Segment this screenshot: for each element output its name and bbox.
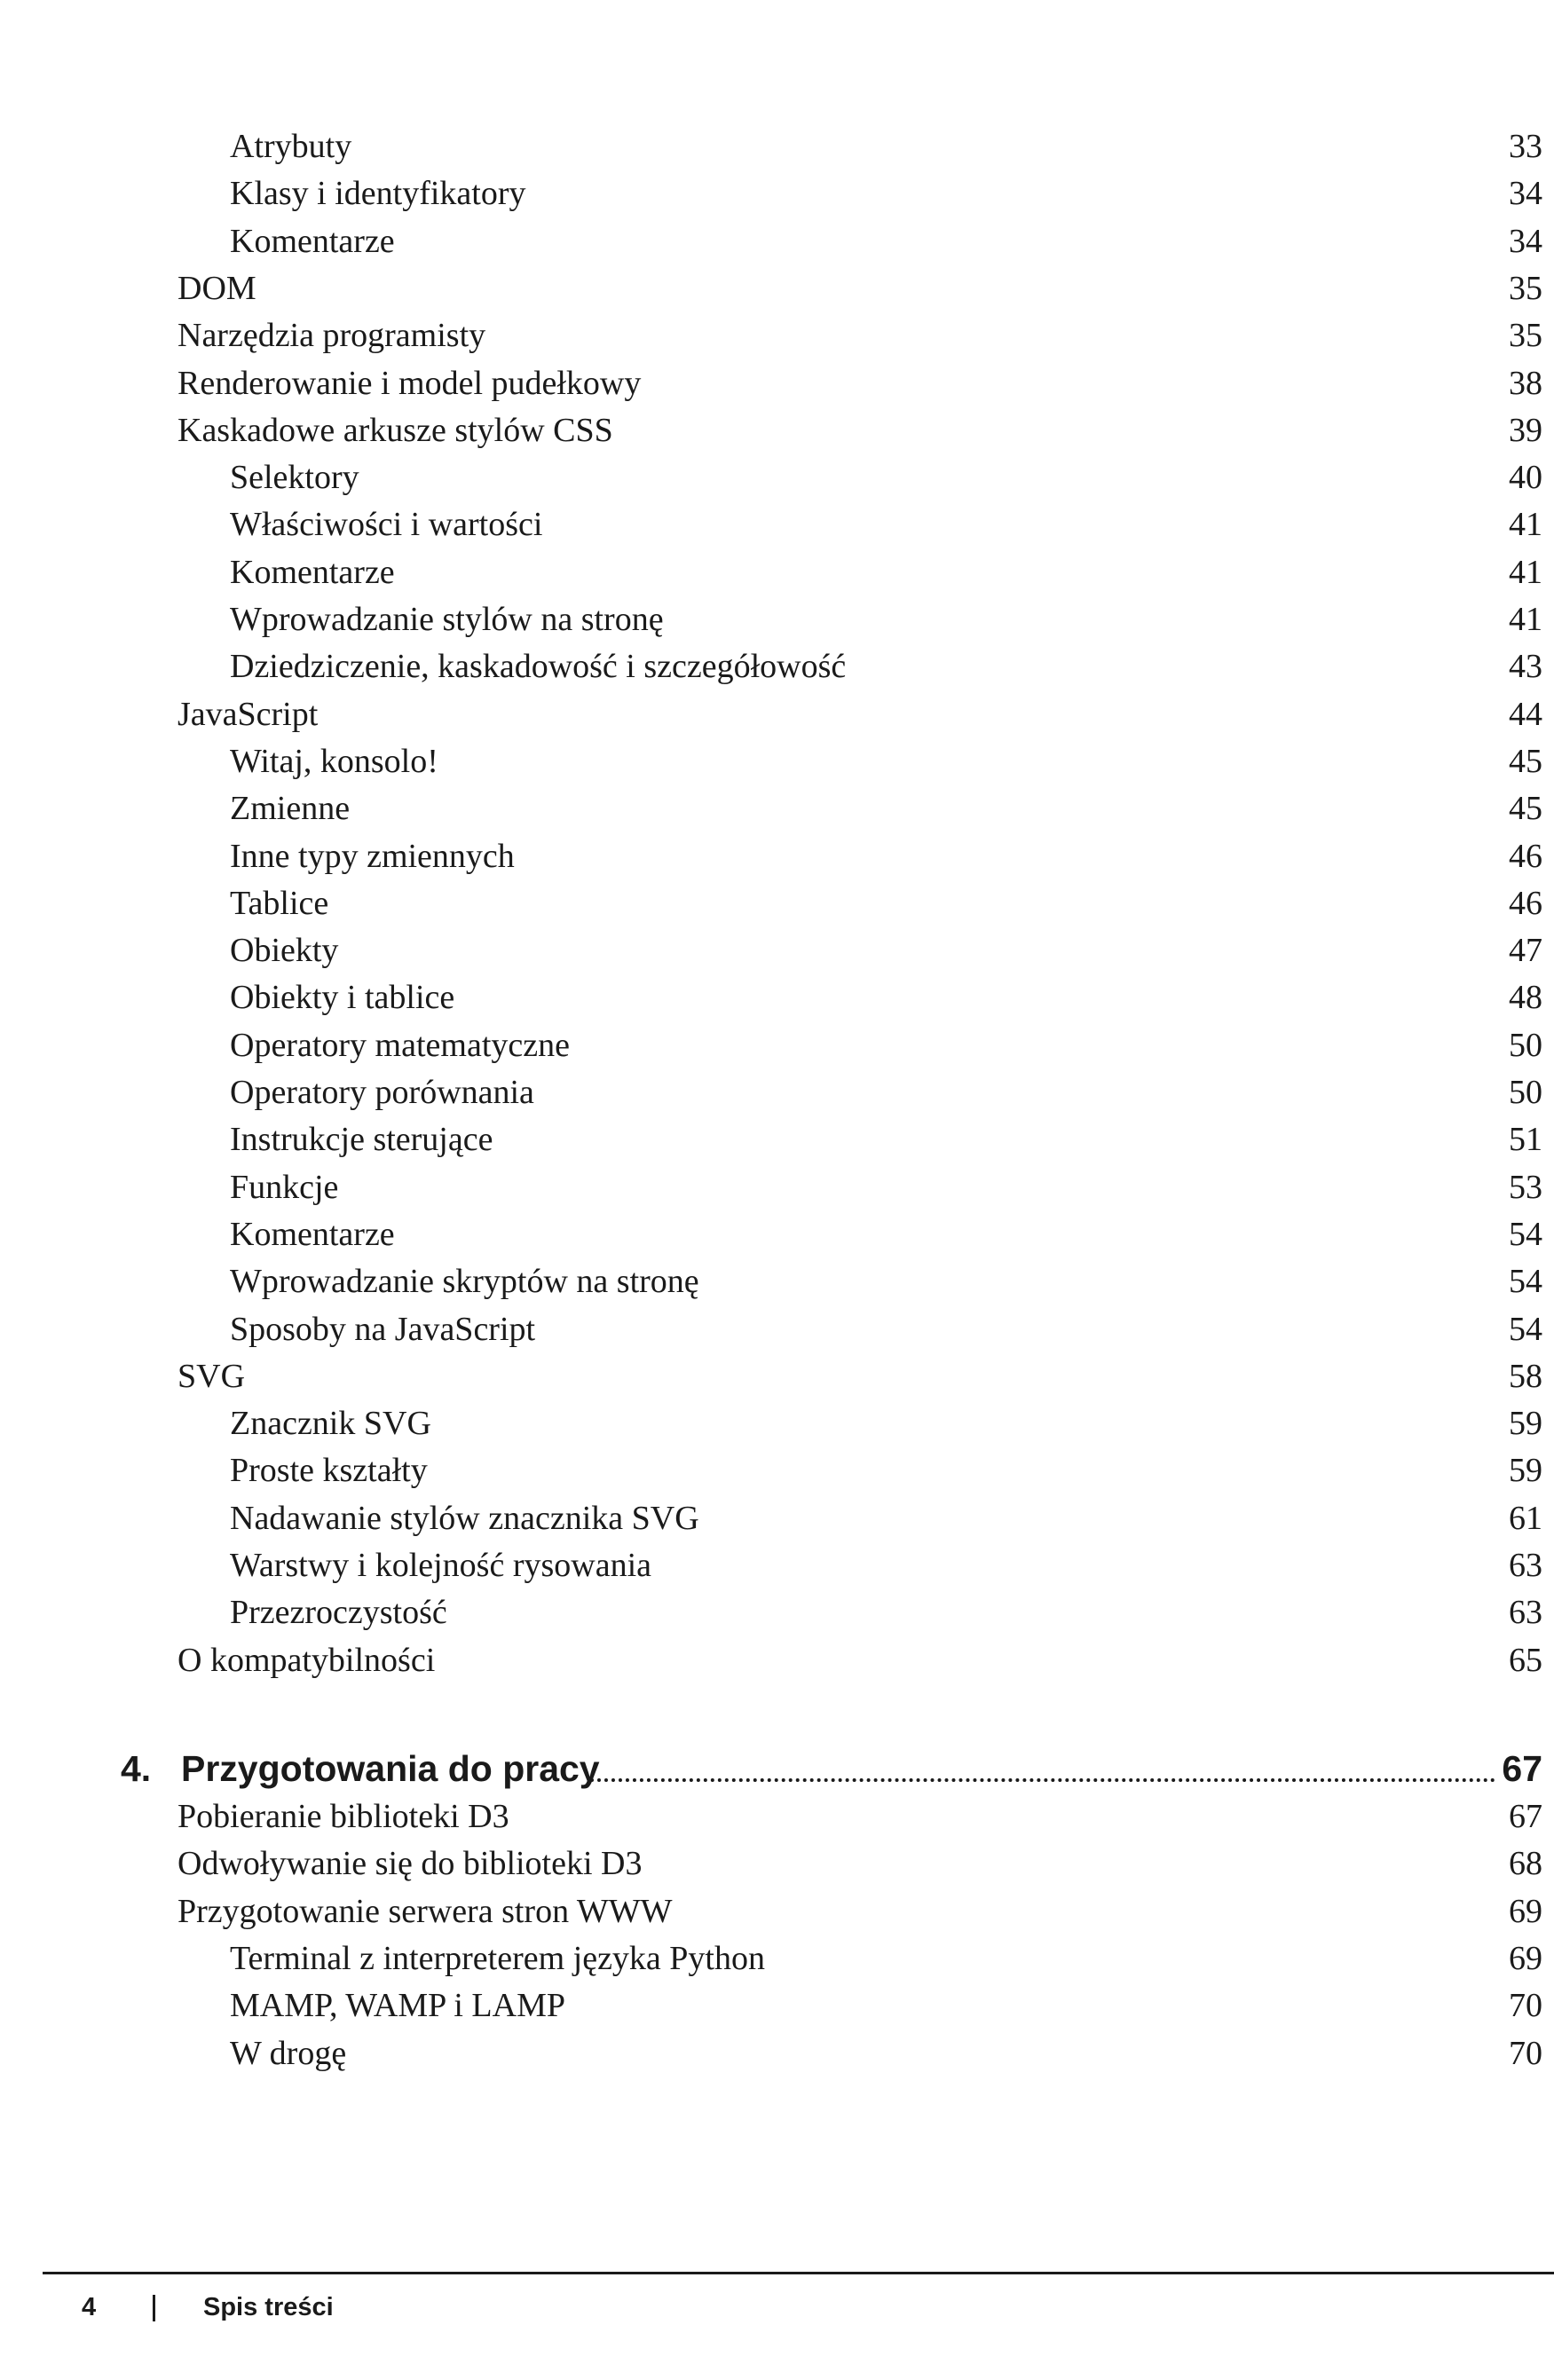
toc-entry-page-number: 40 (1509, 459, 1542, 497)
toc-entry-label: O kompatybilności (177, 1641, 436, 1679)
toc-entry (0, 1354, 1554, 1399)
toc-entry-page-number: 70 (1509, 2034, 1542, 2072)
toc-entry-label: Kaskadowe arkusze stylów CSS (177, 411, 613, 449)
footer-separator (153, 2295, 155, 2321)
toc-entry-label: Komentarze (230, 553, 395, 591)
toc-entry-label: Wprowadzanie skryptów na stronę (230, 1263, 699, 1301)
toc-entry-page-number: 59 (1509, 1452, 1542, 1490)
toc-entry (0, 455, 1554, 500)
toc-entry-page-number: 61 (1509, 1499, 1542, 1537)
toc-entry-label: Witaj, konsolo! (230, 742, 438, 780)
toc-entry (0, 266, 1554, 311)
chapter-heading (0, 1745, 1554, 1793)
toc-entry-page-number: 38 (1509, 364, 1542, 402)
toc-entry-page-number: 69 (1509, 1892, 1542, 1930)
toc-entry-label: Przezroczystość (230, 1594, 447, 1632)
toc-entry-label: Operatory matematyczne (230, 1026, 570, 1064)
toc-entry-label: Wprowadzanie stylów na stronę (230, 601, 664, 638)
toc-entry-label: Renderowanie i model pudełkowy (177, 364, 642, 402)
toc-entry-label: Nadawanie stylów znacznika SVG (230, 1499, 699, 1537)
toc-entry-page-number: 44 (1509, 695, 1542, 733)
toc-entry-label: JavaScript (177, 695, 319, 733)
toc-entry-label: Przygotowanie serwera stron WWW (177, 1892, 673, 1930)
toc-entry-page-number: 41 (1509, 553, 1542, 591)
toc-entry (0, 1117, 1554, 1162)
toc-entry-page-number: 59 (1509, 1405, 1542, 1443)
toc-entry-label: Inne typy zmiennych (230, 837, 515, 875)
dot-leader (590, 1778, 1495, 1782)
toc-entry-page-number: 35 (1509, 269, 1542, 307)
toc-entry-page-number: 54 (1509, 1310, 1542, 1348)
toc-entry (0, 1794, 1554, 1839)
toc-entry-page-number: 69 (1509, 1939, 1542, 1977)
toc-entry-page-number: 47 (1509, 932, 1542, 970)
toc-entry-page-number: 41 (1509, 506, 1542, 544)
toc-entry-page-number: 35 (1509, 317, 1542, 355)
toc-entry (0, 834, 1554, 879)
toc-entry (0, 1307, 1554, 1352)
toc-entry-label: SVG (177, 1357, 246, 1395)
toc-entry (0, 361, 1554, 406)
toc-entry-label: W drogę (230, 2034, 347, 2072)
chapter-title: Przygotowania do pracy (181, 1748, 600, 1789)
toc-entry-page-number: 53 (1509, 1168, 1542, 1206)
toc-entry (0, 1165, 1554, 1210)
toc-entry-page-number: 58 (1509, 1357, 1542, 1395)
chapter-page-number: 67 (1502, 1748, 1542, 1789)
toc-entry (0, 1212, 1554, 1257)
toc-entry-page-number: 45 (1509, 742, 1542, 780)
toc-entry-label: Właściwości i wartości (230, 506, 543, 544)
toc-entry-label: Warstwy i kolejność rysowania (230, 1547, 651, 1584)
toc-entry (0, 1983, 1554, 2028)
toc-entry (0, 975, 1554, 1020)
toc-entry-label: Komentarze (230, 222, 395, 260)
toc-entry-page-number: 63 (1509, 1547, 1542, 1584)
toc-entry-page-number: 48 (1509, 979, 1542, 1017)
toc-entry-page-number: 43 (1509, 648, 1542, 686)
toc-entry (0, 1889, 1554, 1934)
toc-entry (0, 786, 1554, 831)
toc-entry (0, 739, 1554, 784)
toc-entry-label: Narzędzia programisty (177, 317, 486, 355)
footer-rule (43, 2272, 1554, 2274)
toc-entry-page-number: 33 (1509, 128, 1542, 165)
toc-entry-label: Operatory porównania (230, 1074, 534, 1111)
toc-entry-label: Terminal z interpreterem języka Python (230, 1939, 765, 1977)
toc-entry (0, 1590, 1554, 1635)
toc-entry (0, 1496, 1554, 1541)
toc-entry (0, 644, 1554, 689)
toc-entry (0, 408, 1554, 453)
toc-entry-label: Obiekty (230, 932, 339, 970)
toc-entry-label: Komentarze (230, 1215, 395, 1253)
toc-entry (0, 1070, 1554, 1115)
toc-entry-label: Sposoby na JavaScript (230, 1310, 536, 1348)
toc-entry-page-number: 67 (1509, 1798, 1542, 1835)
toc-entry (0, 1448, 1554, 1493)
toc-entry (0, 1638, 1554, 1683)
toc-entry (0, 219, 1554, 264)
toc-entry-page-number: 34 (1509, 222, 1542, 260)
toc-entry (0, 1543, 1554, 1588)
toc-entry (0, 550, 1554, 595)
toc-entry-page-number: 51 (1509, 1121, 1542, 1159)
toc-entry (0, 502, 1554, 547)
toc-entry-label: Zmienne (230, 790, 351, 828)
toc-entry-page-number: 45 (1509, 790, 1542, 828)
toc-entry (0, 313, 1554, 358)
toc-entry (0, 1936, 1554, 1981)
toc-entry (0, 124, 1554, 169)
toc-entry-label: Selektory (230, 459, 359, 497)
toc-entry (0, 1023, 1554, 1068)
toc-entry (0, 1841, 1554, 1886)
toc-entry-page-number: 50 (1509, 1026, 1542, 1064)
toc-entry-page-number: 63 (1509, 1594, 1542, 1632)
toc-entry-page-number: 54 (1509, 1215, 1542, 1253)
footer-page-number: 4 (82, 2293, 97, 2321)
toc-entry (0, 171, 1554, 216)
footer-section-title: Spis treści (203, 2293, 334, 2321)
toc-entry-label: Tablice (230, 884, 329, 922)
toc-entry (0, 597, 1554, 642)
toc-entry-page-number: 70 (1509, 1987, 1542, 2025)
toc-entry-label: MAMP, WAMP i LAMP (230, 1987, 565, 2025)
toc-entry-label: Atrybuty (230, 128, 352, 165)
toc-entry-page-number: 46 (1509, 884, 1542, 922)
toc-entry (0, 2031, 1554, 2076)
toc-entry-label: Znacznik SVG (230, 1405, 431, 1443)
toc-entry-page-number: 34 (1509, 175, 1542, 213)
toc-entry-label: Funkcje (230, 1168, 339, 1206)
toc-entry-label: Odwoływanie się do biblioteki D3 (177, 1845, 643, 1883)
toc-entry-page-number: 68 (1509, 1845, 1542, 1883)
toc-entry-page-number: 41 (1509, 601, 1542, 638)
toc-entry (0, 1401, 1554, 1446)
toc-entry-label: DOM (177, 269, 256, 307)
chapter-number: 4. (121, 1748, 152, 1789)
toc-entry (0, 928, 1554, 973)
toc-entry (0, 1259, 1554, 1304)
toc-entry (0, 692, 1554, 737)
toc-entry-page-number: 54 (1509, 1263, 1542, 1301)
toc-entry-page-number: 46 (1509, 837, 1542, 875)
toc-entry-label: Instrukcje sterujące (230, 1121, 493, 1159)
toc-entry-label: Dziedziczenie, kaskadowość i szczegółowość (230, 648, 847, 686)
toc-entry (0, 881, 1554, 926)
toc-entry-label: Proste kształty (230, 1452, 428, 1490)
toc-entry-label: Pobieranie biblioteki D3 (177, 1798, 509, 1835)
toc-entry-label: Obiekty i tablice (230, 979, 455, 1017)
toc-entry-page-number: 39 (1509, 411, 1542, 449)
toc-entry-label: Klasy i identyfikatory (230, 175, 526, 213)
toc-entry-page-number: 50 (1509, 1074, 1542, 1111)
toc-entry-page-number: 65 (1509, 1641, 1542, 1679)
